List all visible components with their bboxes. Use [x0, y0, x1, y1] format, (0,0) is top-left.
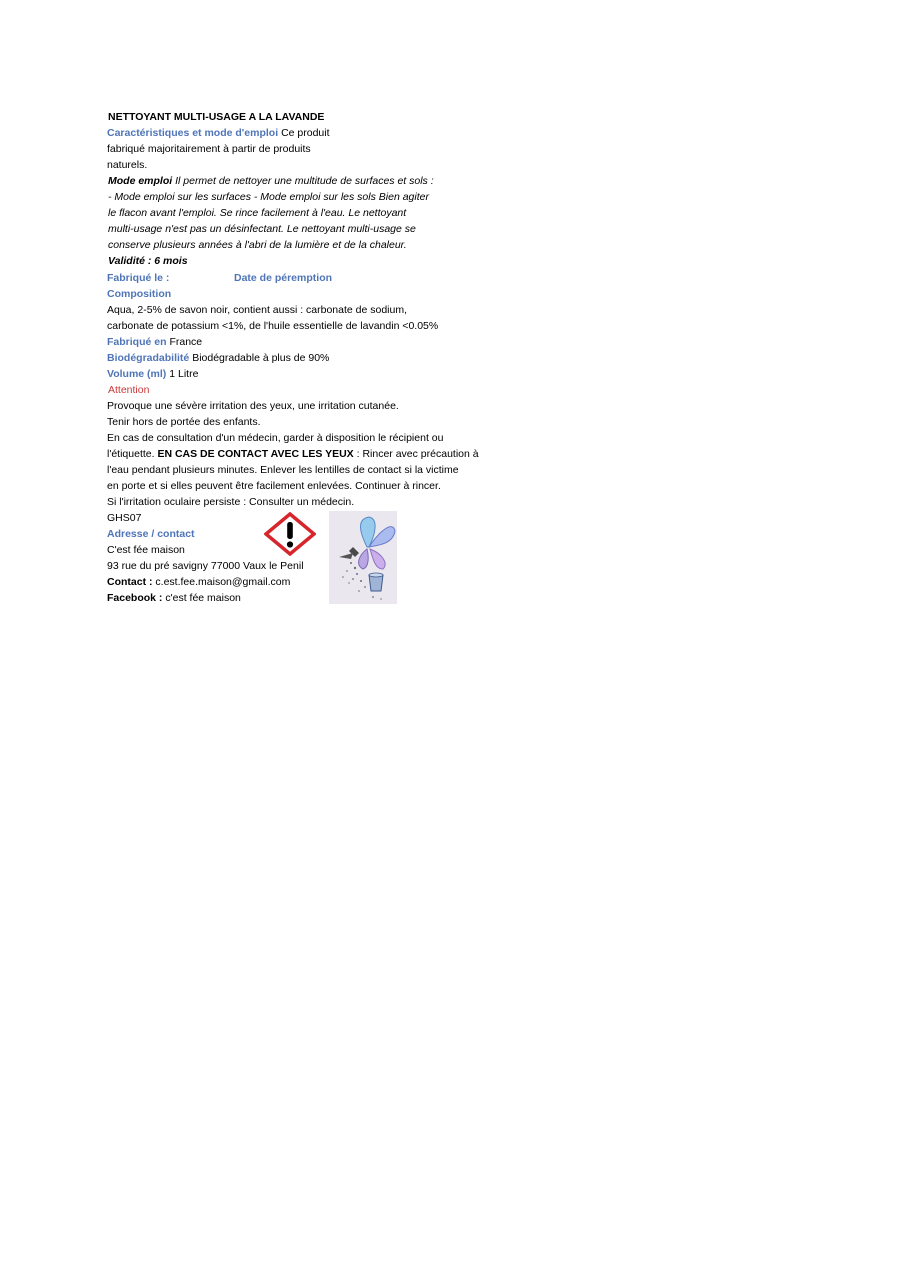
ghs-code: GHS07 [107, 512, 142, 524]
address-label: Adresse / contact [107, 528, 195, 540]
attention-line-2: Tenir hors de portée des enfants. [107, 416, 261, 428]
attention-line-4 [107, 446, 479, 462]
volume-label: Volume (ml) [107, 368, 167, 380]
mode-emploi-line-2: - Mode emploi sur les surfaces - Mode emploi sur les sols Bien agiter [108, 191, 429, 203]
hazard-exclamation-dot [287, 541, 293, 547]
characteristics-line-1 [107, 125, 330, 141]
attention-line-4-post: : Rincer avec précaution à [356, 448, 479, 460]
attention-line-3: En cas de consultation d'un médecin, garder à disposition le récipient ou [107, 432, 444, 444]
ghs07-exclamation-icon [264, 512, 316, 556]
validity: Validité : 6 mois [108, 255, 188, 267]
biodeg-value: Biodégradable à plus de 90% [192, 352, 330, 364]
attention-line-4-pre: l'étiquette. [107, 448, 155, 460]
origin-label: Fabriqué en [107, 336, 167, 348]
volume-value: 1 Litre [169, 368, 199, 380]
composition-line-2: carbonate de potassium <1%, de l'huile essentielle de lavandin <0.05% [107, 320, 439, 332]
facebook-value: c'est fée maison [165, 592, 241, 604]
attention-line-1: Provoque une sévère irritation des yeux, une irritation cutanée. [107, 400, 399, 412]
characteristics-text-1: Ce produit [281, 127, 330, 139]
characteristics-line-2: fabriqué majoritairement à partir de produits [107, 143, 311, 155]
origin-value: France [169, 336, 203, 348]
composition-label: Composition [107, 288, 172, 300]
facebook-line [107, 590, 241, 606]
origin-line [107, 334, 202, 350]
mode-emploi-line-5: conserve plusieurs années à l'abri de la lumière et de la chaleur. [108, 239, 407, 251]
composition-line-1: Aqua, 2-5% de savon noir, contient aussi : carbonate de sodium, [107, 304, 408, 316]
bucket [369, 575, 383, 591]
characteristics-line-3: naturels. [107, 159, 148, 171]
fabrique-le-label: Fabriqué le : [107, 272, 170, 284]
attention-line-5: l'eau pendant plusieurs minutes. Enlever les lentilles de contact si la victime [107, 464, 459, 476]
attention-line-6: en porte et si elles peuvent être facilement enlevées. Continuer à rincer. [107, 480, 441, 492]
contact-line [107, 574, 290, 590]
biodeg-label: Biodégradabilité [107, 352, 190, 364]
fairy-logo [329, 511, 397, 604]
mode-emploi-line-3: le flacon avant l'emploi. Se rince facilement à l'eau. Le nettoyant [108, 207, 407, 219]
facebook-label: Facebook : [107, 592, 163, 604]
mode-emploi-text-1: Il permet de nettoyer une multitude de surfaces et sols : [175, 175, 434, 187]
peremption-label: Date de péremption [234, 272, 333, 284]
mode-emploi-label: Mode emploi [108, 175, 173, 187]
volume-line [107, 366, 198, 382]
product-title: NETTOYANT MULTI-USAGE A LA LAVANDE [108, 111, 325, 123]
characteristics-label: Caractéristiques et mode d'emploi [107, 127, 279, 139]
company-name: C'est fée maison [107, 544, 185, 556]
attention-label: Attention [108, 384, 150, 396]
bucket-rim [369, 573, 383, 577]
street-address: 93 rue du pré savigny 77000 Vaux le Penil [107, 560, 304, 572]
attention-eyes-warning: EN CAS DE CONTACT AVEC LES YEUX [157, 448, 354, 460]
biodeg-line [107, 350, 329, 366]
mode-emploi-line-1 [108, 173, 434, 189]
contact-email: c.est.fee.maison@gmail.com [155, 576, 291, 588]
attention-line-7: Si l'irritation oculaire persiste : Consulter un médecin. [107, 496, 355, 508]
mode-emploi-line-4: multi-usage n'est pas un désinfectant. Le nettoyant multi-usage se [108, 223, 416, 235]
contact-label: Contact : [107, 576, 153, 588]
hazard-exclamation-bar [287, 522, 293, 539]
